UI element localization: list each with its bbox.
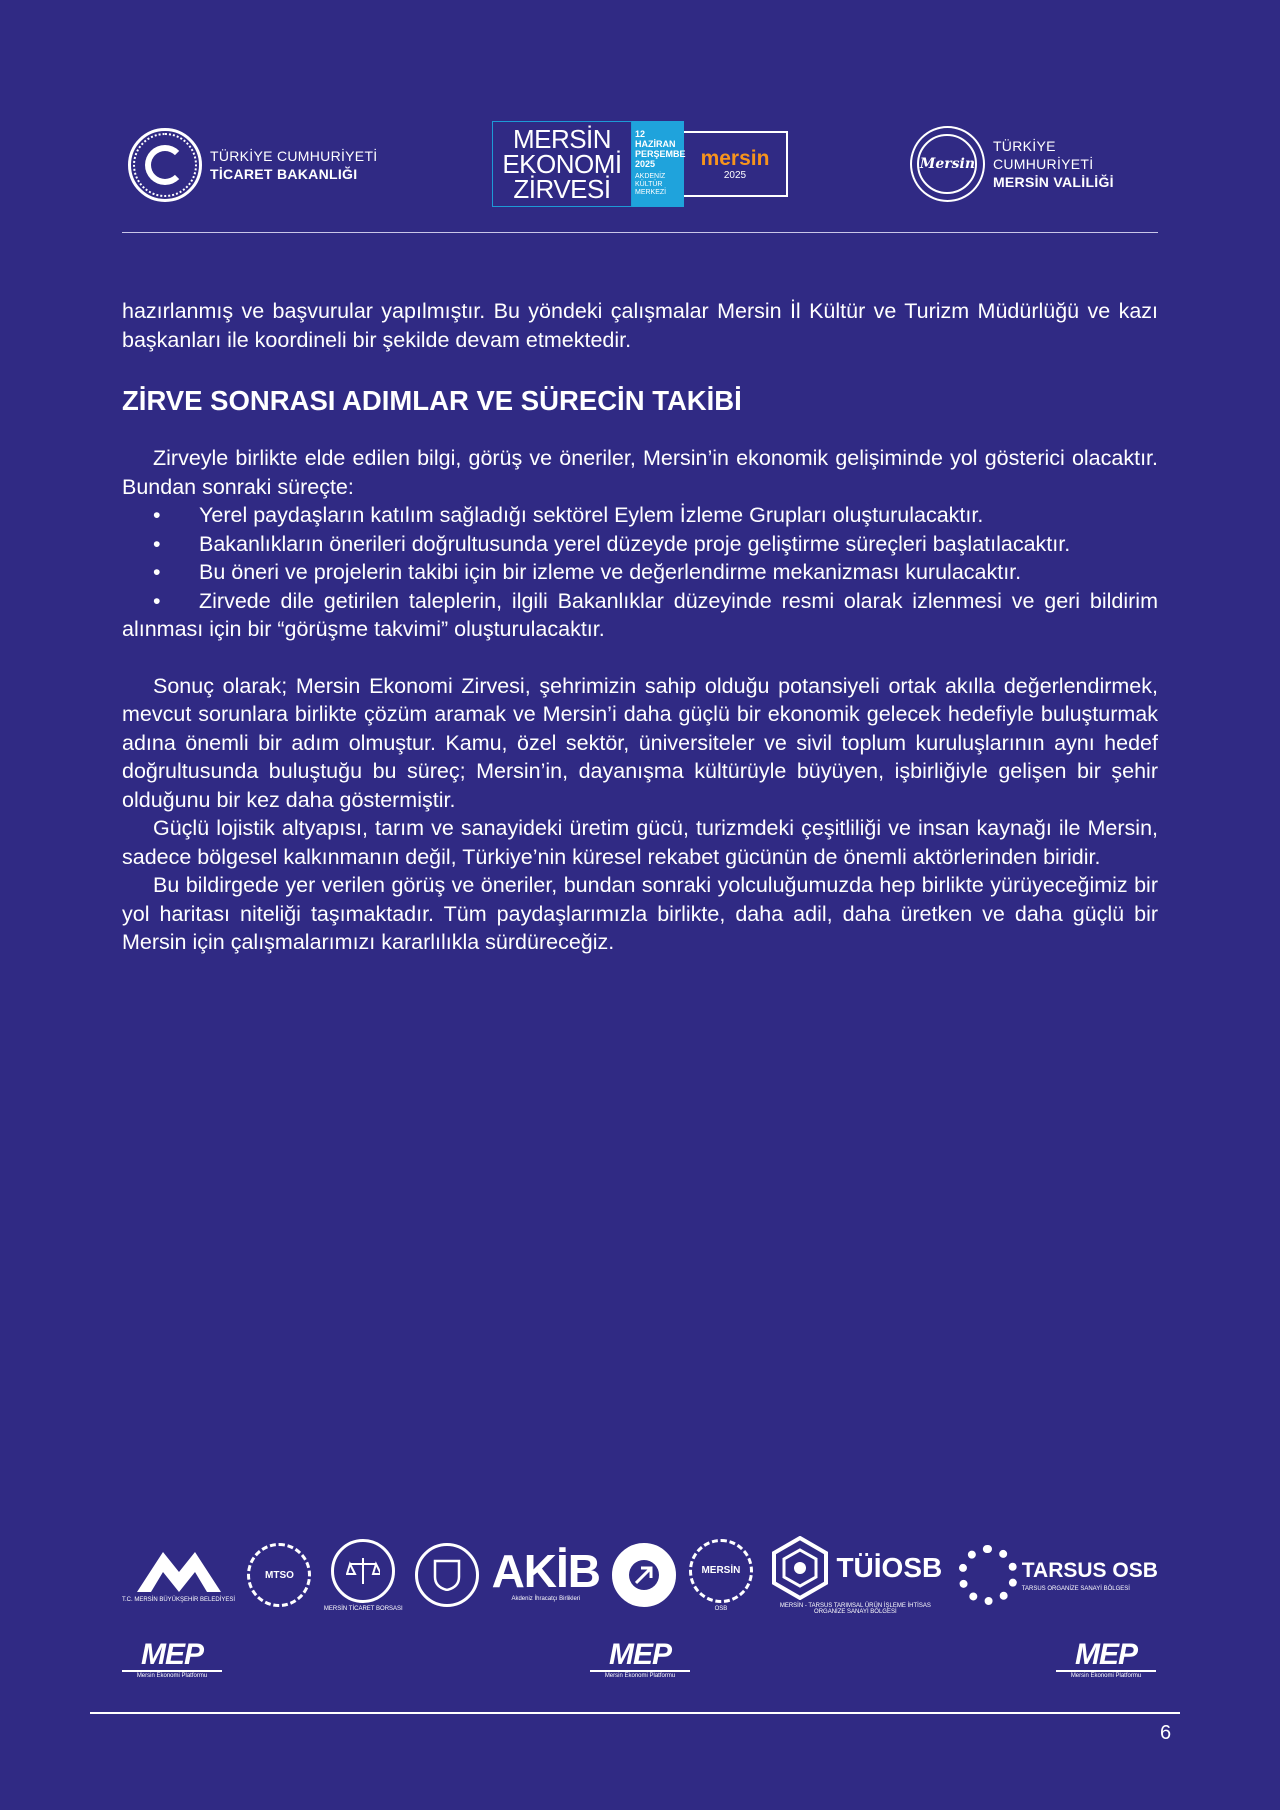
bullet-icon: • bbox=[153, 560, 161, 584]
bullet-text: Bakanlıkların önerileri doğrultusunda yerel düzeyde proje geliştirme süreçleri başlatılacaktır. bbox=[199, 531, 1071, 556]
summit-word-zirvesi: ZİRVESİ bbox=[513, 173, 611, 204]
gear-icon bbox=[958, 1545, 1018, 1605]
mep-wordmark: MEP bbox=[140, 1638, 203, 1671]
akib-logo bbox=[491, 1544, 601, 1602]
tarsus-wordmark: TARSUS OSB bbox=[1021, 1558, 1158, 1582]
mersin-brand-logo bbox=[684, 131, 788, 197]
summit-venue bbox=[635, 173, 681, 197]
governorship-seal-text: Mersin bbox=[919, 156, 976, 172]
chamber-emblem-icon bbox=[415, 1543, 479, 1607]
tuiosb-logo bbox=[765, 1536, 945, 1615]
chamber-logo bbox=[415, 1543, 479, 1607]
mersin-brand-year: 2025 bbox=[723, 169, 747, 181]
bullet-icon: • bbox=[153, 503, 161, 527]
mep-logo bbox=[122, 1640, 222, 1679]
conclusion-paragraph: Güçlü lojistik altyapısı, tarım ve sanayideki üretim gücü, turizmdeki çeşitliliği ve insan kaynağı ile Mersin, sadece bölgesel kalkınmanın değil, Türkiye’nin küresel rekabet gücünün de önemli aktörlerinden biridir. bbox=[122, 816, 1158, 869]
mep-wordmark: MEP bbox=[1074, 1638, 1137, 1671]
mep-wordmark: MEP bbox=[608, 1638, 671, 1671]
akib-wordmark: AKİB bbox=[491, 1544, 601, 1597]
document-body bbox=[122, 297, 1158, 957]
tarsus-caption: TARSUS ORGANİZE SANAYİ BÖLGESİ bbox=[1021, 1585, 1130, 1592]
bullet-item bbox=[122, 501, 1158, 530]
ticaret-borsasi-caption: MERSİN TİCARET BORSASI bbox=[323, 1605, 403, 1612]
bullet-item bbox=[122, 530, 1158, 559]
summit-date-day: 12 HAZİRAN bbox=[635, 129, 676, 149]
mep-caption: Mersin Ekonomi Platformu bbox=[122, 1670, 222, 1679]
header-divider bbox=[122, 232, 1158, 233]
summit-date-weekday: PERŞEMBE bbox=[635, 149, 686, 159]
buyuksehir-caption: T.C. MERSİN BÜYÜKŞEHİR BELEDİYESİ bbox=[122, 1596, 236, 1603]
conclusion-paragraph: Sonuç olarak; Mersin Ekonomi Zirvesi, şehrimizin sahip olduğu potansiyeli ortak akılla değerlendirmek, mevcut sorunlara birlikte çözüm aramak ve Mersin’i daha güçlü bir ekonomik gelecek hedefiyle buluşturmak adına önemli bir adım olmuştur. Kamu, özel sektör, üniversiteler ve sivil toplum kuruluşlarının aynı hedef doğrultusunda buluştuğu bu süreç; Mersin’in, dayanışma kültürüyle büyüyen, işbirliğiyle gelişen bir şehir olduğunu bir kez daha göstermiştir. bbox=[122, 673, 1158, 812]
mtso-emblem-icon bbox=[247, 1543, 311, 1607]
bullet-text: Yerel paydaşların katılım sağladığı sektörel Eylem İzleme Grupları oluşturulacaktır. bbox=[199, 503, 984, 527]
mep-logo bbox=[590, 1640, 690, 1679]
mep-logo bbox=[1056, 1640, 1156, 1679]
bullet-item bbox=[122, 558, 1158, 587]
mersin-osb-text: MERSİN bbox=[701, 1565, 741, 1576]
ministry-seal-icon bbox=[128, 128, 202, 202]
mep-caption: Mersin Ekonomi Platformu bbox=[590, 1670, 690, 1679]
mtso-logo bbox=[247, 1543, 311, 1607]
akib-caption: Akdeniz İhracatçı Birlikleri bbox=[511, 1595, 581, 1602]
section-heading: ZİRVE SONRASI ADIMLAR VE SÜRECİN TAKİBİ bbox=[122, 385, 742, 416]
trade-ministry-logo bbox=[128, 128, 378, 202]
lead-paragraph: Zirveyle birlikte elde edilen bilgi, görüş ve öneriler, Mersin’in ekonomik gelişiminde yol gösterici olacaktır. Bundan sonraki süreçte: bbox=[122, 446, 1158, 499]
summit-word-mersin: MERSİN bbox=[512, 123, 612, 154]
tuiosb-caption: MERSİN - TARSUS TARIMSAL ÜRÜN İŞLEME İHTİSAS ORGANİZE SANAYİ BÖLGESİ bbox=[779, 1602, 931, 1615]
bullet-text: Zirvede dile getirilen taleplerin, ilgili Bakanlıklar düzeyinde resmi olarak izlenmesi ve geri bildirim alınması için bir “görüşme takvimi” oluşturulacaktır. bbox=[122, 588, 1158, 641]
summit-venue-line1: AKDENİZ bbox=[635, 173, 666, 180]
ministry-line1: TÜRKİYE CUMHURİYETİ bbox=[210, 148, 378, 164]
mersin-brand-word: mersin bbox=[700, 146, 770, 170]
tarsus-osb-logo bbox=[958, 1545, 1158, 1605]
conclusion-paragraph: Bu bildirgede yer verilen görüş ve öneriler, bundan sonraki yolculuğumuzda hep birlikte yürüyeceğimiz bir yol haritası niteliği taşımaktadır. Tüm paydaşlarımızla birlikte, daha adil, daha üretken ve daha güçlü bir Mersin için çalışmalarımızı kararlılıkla sürdüreceğiz. bbox=[122, 873, 1158, 954]
tuiosb-mark-icon bbox=[768, 1536, 832, 1600]
partner-logos bbox=[122, 1535, 1158, 1615]
ticaret-borsasi-logo bbox=[324, 1539, 403, 1612]
governorship-line1: TÜRKİYE CUMHURİYETİ bbox=[992, 138, 1094, 172]
summit-venue-line3: MERKEZİ bbox=[635, 189, 667, 196]
page-header bbox=[122, 118, 1158, 218]
mtso-text: MTSO bbox=[265, 1569, 294, 1581]
development-agency-logo bbox=[612, 1543, 676, 1607]
governorship-seal-icon bbox=[910, 126, 985, 202]
summit-word-ekonomi: EKONOMİ bbox=[502, 148, 622, 179]
bullet-item bbox=[122, 587, 1158, 644]
page-number: 6 bbox=[1160, 1722, 1172, 1744]
shield-icon bbox=[433, 1559, 461, 1591]
bullet-icon: • bbox=[153, 531, 161, 556]
ministry-line2: TİCARET BAKANLIĞI bbox=[210, 166, 358, 182]
summit-venue-line2: KÜLTÜR bbox=[635, 181, 663, 188]
tuiosb-wordmark: TÜİOSB bbox=[836, 1551, 943, 1583]
buyuksehir-mark-icon bbox=[133, 1548, 225, 1594]
buyuksehir-logo bbox=[122, 1548, 235, 1603]
governorship-logo bbox=[910, 126, 1158, 202]
mep-logos bbox=[122, 1640, 1158, 1680]
summit-date-year: 2025 bbox=[635, 159, 656, 169]
development-agency-emblem-icon bbox=[612, 1543, 676, 1607]
governorship-line2: MERSİN VALİLİĞİ bbox=[992, 174, 1114, 190]
arrow-up-right-icon bbox=[627, 1558, 661, 1592]
bullet-text: Bu öneri ve projelerin takibi için bir izleme ve değerlendirme mekanizması kurulacaktır. bbox=[199, 560, 1022, 584]
intro-paragraph: hazırlanmış ve başvurular yapılmıştır. Bu yöndeki çalışmalar Mersin İl Kültür ve Turizm Müdürlüğü ve kazı başkanları ile koordineli bir şekilde devam etmektedir. bbox=[122, 299, 1158, 352]
summit-logo bbox=[492, 121, 788, 207]
mep-caption: Mersin Ekonomi Platformu bbox=[1056, 1670, 1156, 1679]
mersin-osb-logo bbox=[689, 1539, 753, 1612]
ticaret-borsasi-emblem-icon bbox=[331, 1539, 395, 1603]
mersin-osb-emblem-icon bbox=[689, 1539, 753, 1603]
footer-divider bbox=[90, 1712, 1180, 1714]
mersin-osb-caption: OSB bbox=[714, 1605, 728, 1612]
bullet-icon: • bbox=[153, 588, 161, 613]
summit-date-box bbox=[632, 121, 684, 207]
scale-icon bbox=[346, 1556, 380, 1586]
